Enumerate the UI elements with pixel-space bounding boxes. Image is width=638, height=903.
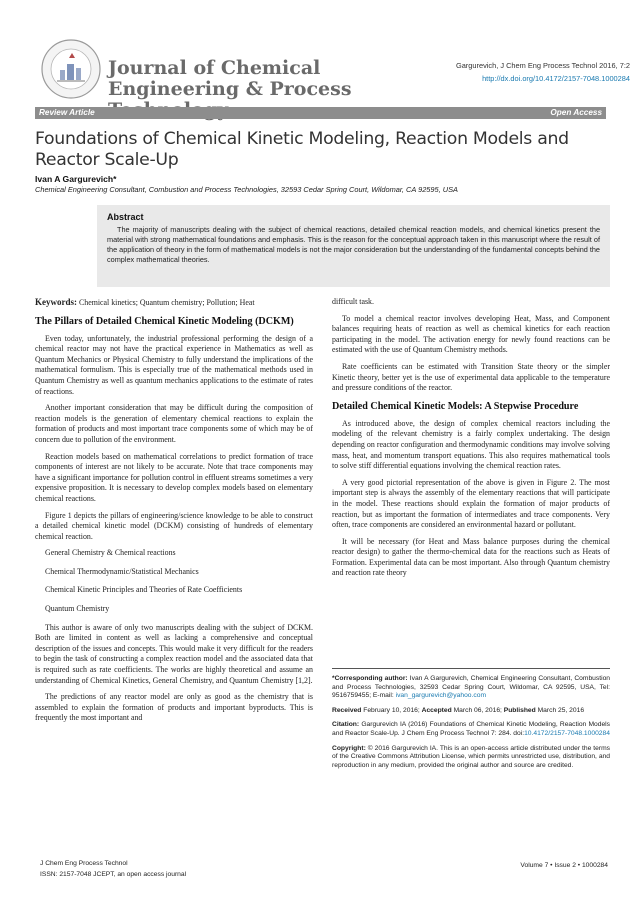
article-type-banner [35,107,606,119]
received-date: February 10, 2016; [363,706,420,714]
citation-doi-link[interactable]: 10.4172/2157-7048.1000284 [524,729,610,737]
author-affiliation: Chemical Engineering Consultant, Combustion and Process Technologies, 32593 Cedar Spring Court, Wildomar, CA 92595, USA [35,185,458,194]
citation-text: Gargurevich IA (2016) Foundations of Chemical Kinetic Modeling, Reaction Models and Reactor Scale-Up. J Chem Eng Process Technol 7: 284. doi: [332,721,611,737]
footer-volume: Volume 7 • Issue 2 • 1000284 [520,862,608,869]
footer-journal-abbrev: J Chem Eng Process Technol [40,860,128,867]
paragraph: Another important consideration that may be difficult during the composition of reaction models is the generation of elementary chemical reactions to explain the formation of products and most important trace components some of which may be of concern due to pollution of the environment. [35,403,313,444]
published-date: March 25, 2016 [537,706,585,714]
keywords-text: Chemical kinetics; Quantum chemistry; Pollution; Heat [78,298,255,307]
paragraph: Even today, unfortunately, the industrial professional performing the design of a chemical reactor may not have the practical experience in Mathematics as well as Quantum Mechanics or Physical Chemistry to fully understand the implications of the mathematical formulism. This is especially true of the mathematical methods used in Quantum Chemistry as well as quantum mechanics applications to the estimate of rates of reactions. [35,333,313,396]
footer-issn: ISSN: 2157-7048 JCEPT, an open access journal [40,871,187,878]
abstract-text: The majority of manuscripts dealing with the subject of chemical reactions, detailed chemical reaction models, and chemical kinetics present the material with strong mathematical foundations and emphasis. This is the reason for the conceptual approach taken in this manuscript where the result of the application of theory in the form of mathematical models is not the major consideration but the understanding of the fundamental concepts behind the complex mathematical theories. [107,225,600,264]
dates [332,707,610,716]
paragraph: To model a chemical reactor involves developing Heat, Mass, and Component balances requiring heats of reaction as well as chemical kinetics for each reaction participating in the model. The activation energy for newly found reactions can be estimated with the use of Quantum Chemistry methods. [332,313,610,355]
journal-name: Journal of Chemical Engineering & Process [108,57,352,100]
copyright [332,745,610,771]
copyright-text: © 2016 Gargurevich IA. This is an open-access article distributed under the terms of the Creative Commons Attribution License, which permits unrestricted use, distribution, and reproduction in any medium, provided the original author and source are credited. [332,744,611,769]
section-heading-stepwise: Detailed Chemical Kinetic Models: A Stepwise Procedure [332,400,579,412]
received-label: Received [332,706,362,714]
list-item: Chemical Kinetic Principles and Theories of Rate Coefficients [45,585,243,595]
corresponding-author [332,675,610,701]
keywords-label: Keywords: [35,297,77,307]
left-column [35,297,313,730]
paragraph: A very good pictorial representation of the above is given in Figure 2. The most important step is always the assembly of the elementary reactions that will participate in the model. These reactions should explain the formation of major products of reaction, but as important the formation of intermediates and trace components. Very often, trace components are considered an environmental hazard or pollutant. [332,477,610,530]
citation-short: Gargurevich, J Chem Eng Process Technol 2016, 7:2 [455,61,630,70]
keywords [35,297,313,309]
paragraph: It will be necessary (for Heat and Mass balance purposes during the chemical reactor design) to gather the thermo-chemical data for the reactions such as Heats of Formation. Experimental data can be most important. Also through Quantum chemistry and reaction rate theory [332,536,610,578]
abstract-heading: Abstract [107,212,144,222]
article-title: Foundations of Chemical Kinetic Modeling, Reaction Models and Reactor Scale-Up [35,129,569,170]
paragraph: Reaction models based on mathematical correlations to predict formation of trace components of interest are not likely to be accurate. Note that trace components may have a significant importance for pollution control in effluent streams sometimes a very expensive proposition. It is necessary to develop complex models based on elementary chemical reactions. [35,451,313,503]
right-column [332,297,610,585]
paragraph: As introduced above, the design of complex chemical reactors including the modeling of the relevant chemistry is a fairly complex undertaking. The design depending on reactor configuration and thermodynamic conditions may involve solving mass, heat, and momentum transport equations. This also requires mathematical tools to solve stiff differential equations involving the chemical reaction rates. [332,418,610,471]
paragraph: This author is aware of only two manuscripts dealing with the subject of DCKM. Both are limited in content as well as lacking a comprehensive and conceptual description of the issues and concepts. This would make it very difficult for the readers to begin the task of constructing a complex reaction model and the associated data that is required such as rate coefficients. The works are highly theoretical and assume an understanding of Chemical Kinetics, General Chemistry, and Quantum Chemistry [1,2]. [35,622,313,685]
email-link[interactable]: ivan_gargurevich@yahoo.com [395,692,487,700]
footnotes [332,668,610,776]
list-item: General Chemistry & Chemical reactions [45,548,176,558]
citation-label: Citation: [332,721,360,729]
accepted-label: Accepted [421,706,452,714]
open-access-label: Open Access [550,108,602,117]
doi-link[interactable]: http://dx.doi.org/10.4172/2157-7048.1000284 [482,74,630,83]
citation [332,721,610,738]
corr-text: Ivan A Gargurevich, Chemical Engineering Consultant, Combustion and Process Technologies, 32593 Cedar Spring Court, Wildomar, CA 92595, USA, Tel: 9516759455; E-mail: [332,675,611,700]
published-label: Published [503,706,536,714]
paragraph: Rate coefficients can be estimated with Transition State theory or the simpler Kinetic theory, better yet is the use of experimental data applicable to the temperature and pressure conditions of the reactor. [332,361,610,393]
accepted-date: March 06, 2016; [453,706,502,714]
abstract-box [97,205,610,287]
section-heading-pillars: The Pillars of Detailed Chemical Kinetic Modeling (DCKM) [35,315,294,327]
paragraph: The predictions of any reactor model are only as good as the chemistry that is assembled to explain the formation of products and important byproducts. This is frequently the most important and [35,692,313,723]
paragraph: difficult task. [332,297,374,306]
author-name: Ivan A Gargurevich* [35,174,117,184]
list-item: Quantum Chemistry [45,604,110,614]
journal-logo-icon [40,38,102,100]
list-item: Chemical Thermodynamic/Statistical Mechanics [45,566,199,576]
article-type-label: Review Article [39,108,95,117]
paragraph: Figure 1 depicts the pillars of engineering/science knowledge to be able to construct a detailed chemical kinetic model (DCKM) consisting of hundreds of elementary chemical reaction. [35,510,313,541]
footer-journal-info [40,858,186,880]
corr-label: *Corresponding author: [332,675,408,682]
copyright-label: Copyright: [332,744,366,752]
page-header [0,0,638,100]
